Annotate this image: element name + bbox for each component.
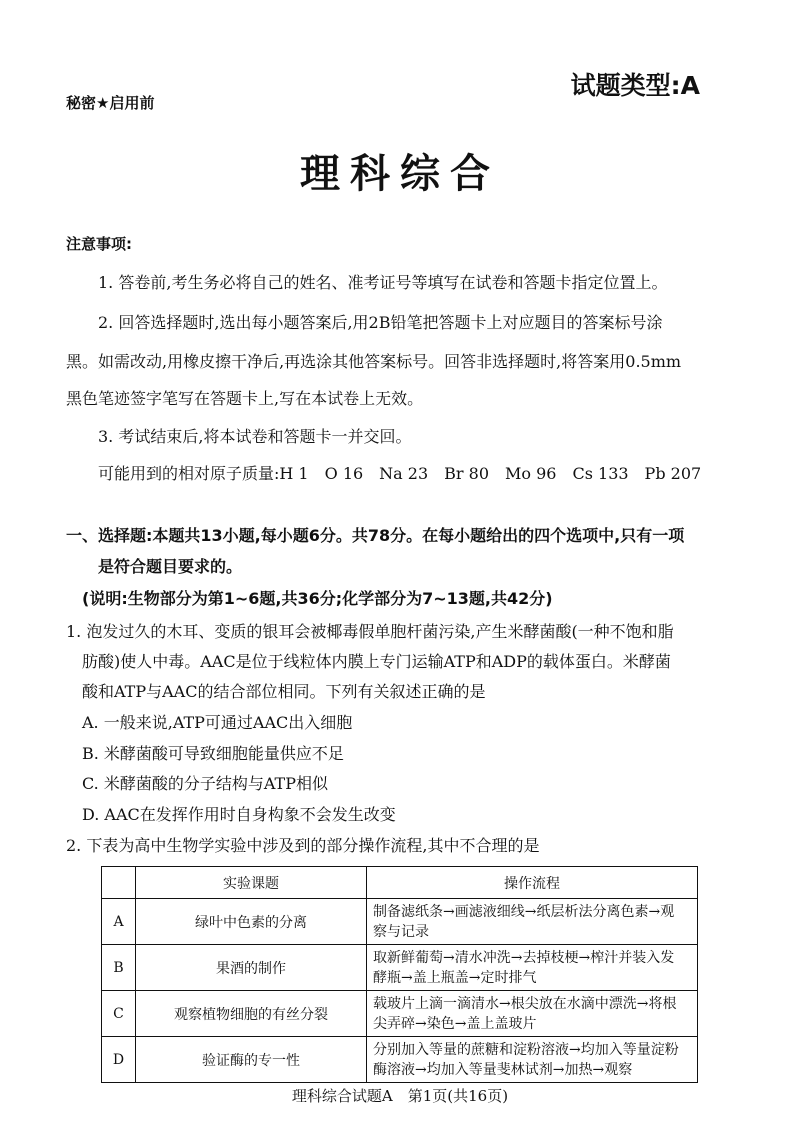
table-header-row bbox=[102, 867, 698, 899]
q1-option-d: D. AAC在发挥作用时自身构象不会发生改变 bbox=[82, 805, 396, 824]
notice-heading: 注意事项: bbox=[66, 235, 132, 253]
row-option: B bbox=[102, 945, 136, 991]
table-row bbox=[102, 991, 698, 1037]
section-note: (说明:生物部分为第1~6题,共36分;化学部分为7~13题,共42分) bbox=[82, 589, 553, 608]
section-heading-line-2: 是符合题目要求的。 bbox=[98, 557, 243, 576]
notice-item-2-line-3: 黑色笔迹签字笔写在答题卡上,写在本试卷上无效。 bbox=[66, 389, 424, 408]
notice-item-3: 3. 考试结束后,将本试卷和答题卡一并交回。 bbox=[98, 427, 412, 446]
q1-option-c: C. 米酵菌酸的分子结构与ATP相似 bbox=[82, 774, 328, 793]
table-header-procedure: 操作流程 bbox=[367, 867, 698, 899]
row-procedure bbox=[367, 1037, 698, 1083]
table-header-blank bbox=[102, 867, 136, 899]
procedure-line-2: 尖弄碎→染色→盖上盖玻片 bbox=[373, 1015, 537, 1032]
row-option: A bbox=[102, 899, 136, 945]
row-option: D bbox=[102, 1037, 136, 1083]
table-header-topic: 实验课题 bbox=[136, 867, 367, 899]
procedure-line-2: 酶溶液→均加入等量斐林试剂→加热→观察 bbox=[373, 1061, 633, 1078]
exam-type-label: 试题类型:A bbox=[570, 71, 700, 100]
q1-option-a: A. 一般来说,ATP可通过AAC出入细胞 bbox=[82, 713, 353, 732]
procedure-line-1: 载玻片上滴一滴清水→根尖放在水滴中漂洗→将根 bbox=[373, 995, 677, 1012]
notice-item-2-line-1: 2. 回答选择题时,选出每小题答案后,用2B铅笔把答题卡上对应题目的答案标号涂 bbox=[98, 313, 663, 332]
q1-option-b: B. 米酵菌酸可导致细胞能量供应不足 bbox=[82, 744, 344, 763]
q1-stem-line-1: 1. 泡发过久的木耳、变质的银耳会被椰毒假单胞杆菌污染,产生米酵菌酸(一种不饱和脂 bbox=[66, 622, 674, 641]
row-topic: 绿叶中色素的分离 bbox=[136, 899, 367, 945]
confidential-label: 秘密★启用前 bbox=[66, 94, 155, 112]
page-footer: 理科综合试题A 第1页(共16页) bbox=[291, 1087, 509, 1105]
procedure-line-2: 察与记录 bbox=[373, 923, 429, 940]
table-row bbox=[102, 945, 698, 991]
row-procedure bbox=[367, 899, 698, 945]
table-row bbox=[102, 1037, 698, 1083]
q1-stem-line-3: 酸和ATP与AAC的结合部位相同。下列有关叙述正确的是 bbox=[82, 682, 486, 701]
notice-item-1: 1. 答卷前,考生务必将自己的姓名、准考证号等填写在试卷和答题卡指定位置上。 bbox=[98, 273, 668, 292]
row-option: C bbox=[102, 991, 136, 1037]
atomic-mass-line: 可能用到的相对原子质量:H 1 O 16 Na 23 Br 80 Mo 96 Cs 133 Pb 207 bbox=[98, 464, 702, 483]
table-row bbox=[102, 899, 698, 945]
section-heading-line-1: 一、选择题:本题共13小题,每小题6分。共78分。在每小题给出的四个选项中,只有一项 bbox=[66, 526, 685, 545]
procedure-line-2: 酵瓶→盖上瓶盖→定时排气 bbox=[373, 969, 537, 986]
q2-stem: 2. 下表为高中生物学实验中涉及到的部分操作流程,其中不合理的是 bbox=[66, 836, 540, 855]
row-procedure bbox=[367, 945, 698, 991]
row-topic: 果酒的制作 bbox=[136, 945, 367, 991]
row-topic: 验证酶的专一性 bbox=[136, 1037, 367, 1083]
procedure-line-1: 取新鲜葡萄→清水冲洗→去掉枝梗→榨汁并装入发 bbox=[373, 949, 675, 966]
procedure-line-1: 分别加入等量的蔗糖和淀粉溶液→均加入等量淀粉 bbox=[373, 1041, 679, 1058]
row-procedure bbox=[367, 991, 698, 1037]
notice-item-2-line-2: 黑。如需改动,用橡皮擦干净后,再选涂其他答案标号。回答非选择题时,将答案用0.5mm bbox=[66, 352, 682, 371]
procedure-line-1: 制备滤纸条→画滤液细线→纸层析法分离色素→观 bbox=[373, 903, 675, 920]
q2-table bbox=[101, 866, 698, 1083]
page-title: 理科综合 bbox=[300, 151, 500, 197]
row-topic: 观察植物细胞的有丝分裂 bbox=[136, 991, 367, 1037]
q1-stem-line-2: 肪酸)使人中毒。AAC是位于线粒体内膜上专门运输ATP和ADP的载体蛋白。米酵菌 bbox=[82, 652, 671, 671]
